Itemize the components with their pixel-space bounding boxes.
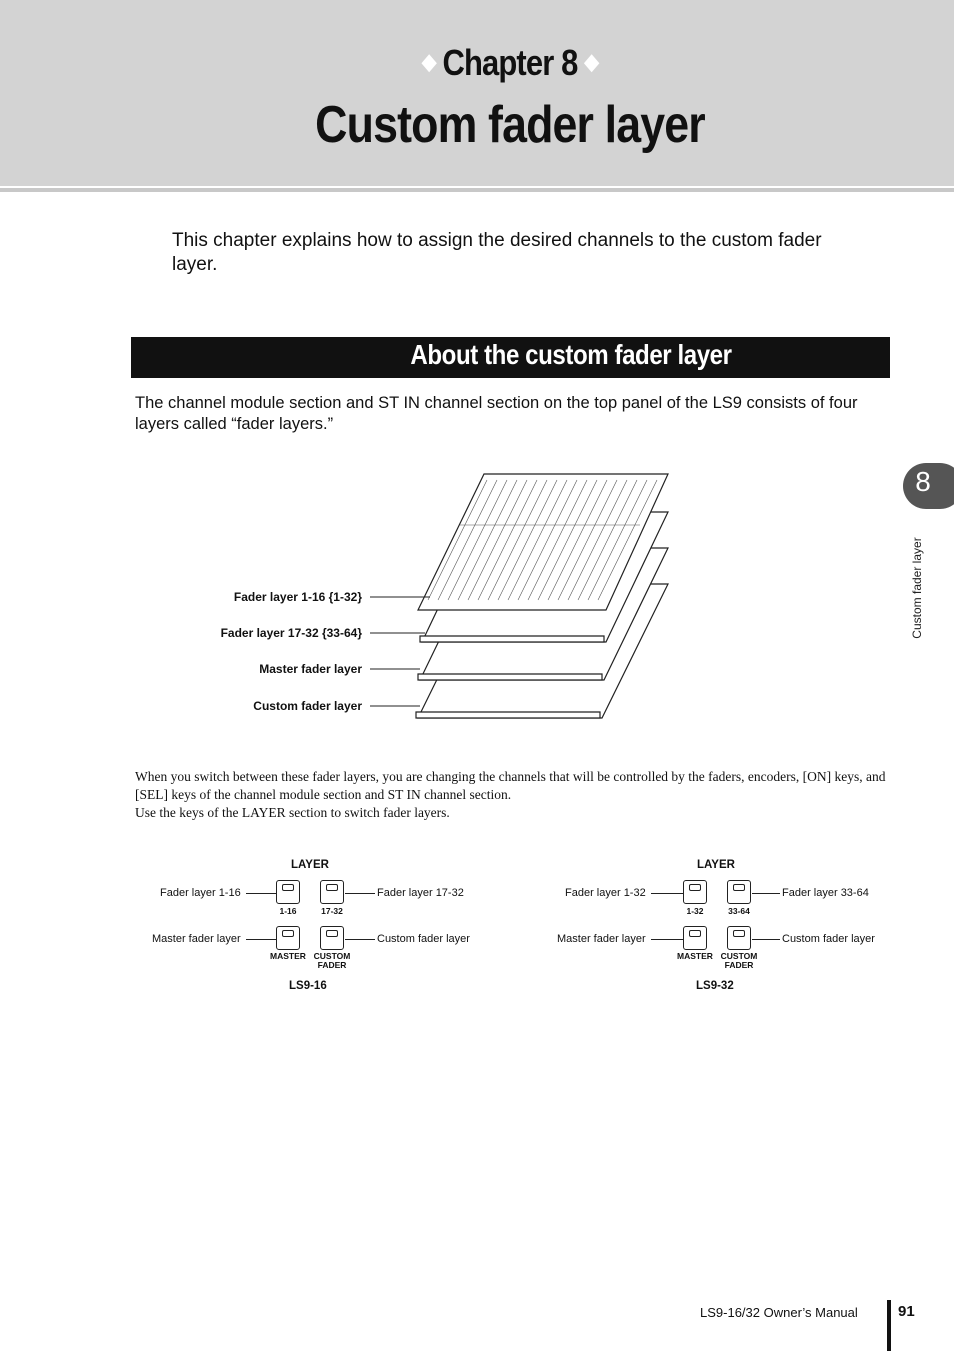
key-desc: Custom fader layer [782,933,875,945]
key-desc: Master fader layer [557,933,646,945]
key-desc: Master fader layer [152,933,241,945]
key-label: 1-32 [686,906,704,916]
intro-paragraph: This chapter explains how to assign the desired channels to the custom fader layer. [172,230,822,275]
leader-line [246,939,276,940]
body-paragraph-2-line-2: Use the keys of the LAYER section to switch fader layers. [135,805,450,820]
key-label: 33-64 [728,906,750,916]
body-paragraph-2 [135,768,895,822]
master-layer-key[interactable] [276,926,300,950]
key-label: CUSTOM FADER [313,951,351,970]
body-paragraph-1: The channel module section and ST IN channel section on the top panel of the LS9 consists of four layers called “fader layers.” [135,394,858,433]
footer-manual-title: LS9-16/32 Owner’s Manual [700,1305,858,1320]
figure-label-layer-2: Fader layer 17-32 {33-64} [220,626,362,640]
key-label: CUSTOM FADER [720,951,758,970]
diamond-icon: ◆ [421,49,436,74]
layer-17-32-key[interactable] [320,880,344,904]
figure-label-layer-3: Master fader layer [259,662,362,676]
page-number: 91 [898,1303,915,1320]
leader-line [345,939,375,940]
key-label: MASTER [677,951,713,961]
model-caption: LS9-32 [696,980,734,992]
key-desc: Fader layer 1-32 [565,887,646,899]
page-title: Custom fader layer [315,96,705,154]
diamond-icon: ◆ [584,49,599,74]
layer-1-16-key[interactable] [276,880,300,904]
leader-line [246,893,276,894]
header-rule [0,188,954,192]
layer-33-64-key[interactable] [727,880,751,904]
figure-label-layer-4: Custom fader layer [253,699,362,713]
key-desc: Fader layer 33-64 [782,887,869,899]
footer-rule [887,1300,891,1351]
leader-line [752,893,780,894]
key-desc: Custom fader layer [377,933,470,945]
chapter-label [71,42,948,84]
key-label: MASTER [270,951,306,961]
key-label: 17-32 [321,906,343,916]
chapter-tab-number: 8 [915,466,931,497]
custom-fader-layer-key[interactable] [320,926,344,950]
master-layer-key[interactable] [683,926,707,950]
leader-line [345,893,375,894]
leader-line [752,939,780,940]
layer-panel-heading: LAYER [291,859,329,871]
side-caption: Custom fader layer [910,537,924,639]
key-label: 1-16 [279,906,297,916]
chapter-number: Chapter 8 [442,42,578,83]
layer-panel-heading: LAYER [697,859,735,871]
layer-1-32-key[interactable] [683,880,707,904]
layer-panel-ls9-32 [545,855,945,995]
model-caption: LS9-16 [289,980,327,992]
leader-line [651,939,683,940]
custom-fader-layer-key[interactable] [727,926,751,950]
section-heading: About the custom fader layer [410,339,732,370]
layer-panel-ls9-16 [140,855,540,995]
body-paragraph-2-line-1: When you switch between these fader layers, you are changing the channels that will be controlled by the faders, encoders, [ON] keys, and [SEL] keys of the channel module section and ST IN channel section. [135,769,886,802]
fader-layer-stack-illustration [200,465,680,727]
figure-label-layer-1: Fader layer 1-16 {1-32} [233,590,362,604]
chapter-header-band [0,0,954,186]
leader-line [651,893,683,894]
key-desc: Fader layer 17-32 [377,887,464,899]
key-desc: Fader layer 1-16 [160,887,241,899]
